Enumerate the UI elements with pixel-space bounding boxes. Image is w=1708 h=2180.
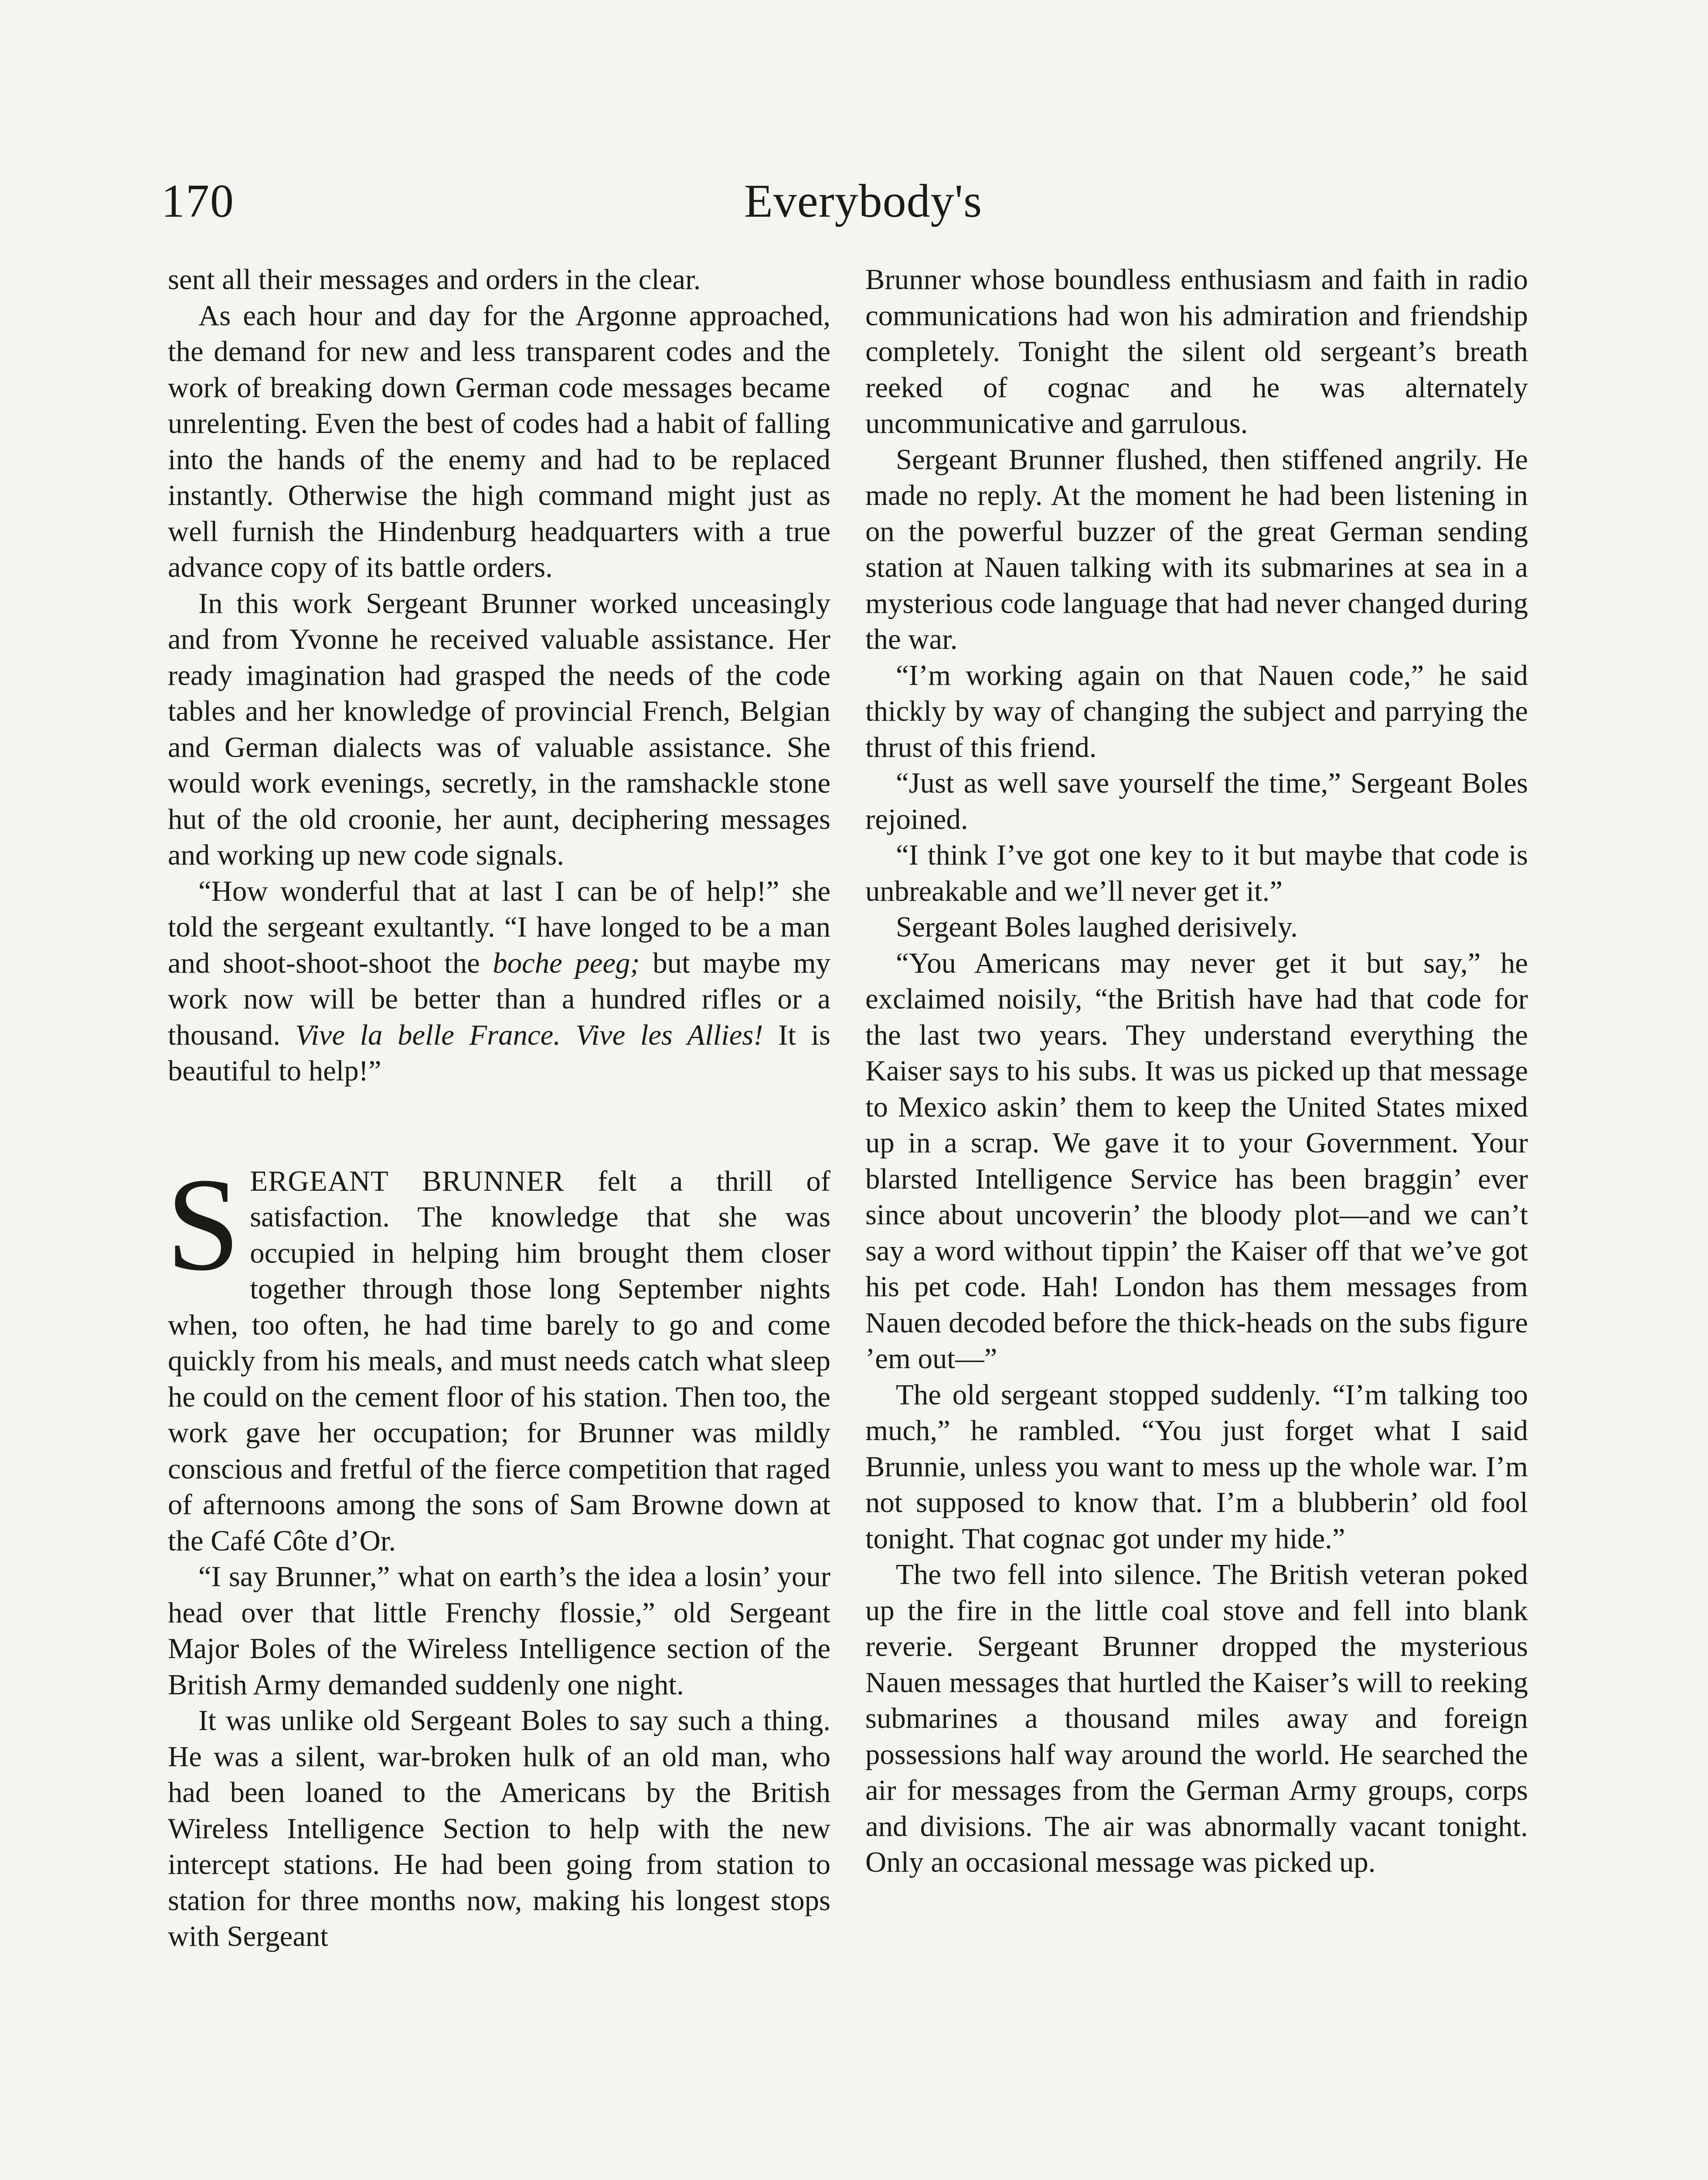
drop-cap: S bbox=[166, 1150, 241, 1298]
paragraph: Sergeant Brunner flushed, then stiffened angrily. He made no reply. At the moment he had been listening in on the powerful buzzer of the great German sending station at Nauen talking with its submarines at sea in a mysterious code language that had never changed during the war. bbox=[865, 443, 1528, 655]
magazine-title: Everybody's bbox=[744, 175, 983, 227]
text-run: “How wonderful that at last I can be of help!” she told the sergeant exultantly. “I have longed to be a man and shoot-shoot-shoot the bbox=[168, 875, 830, 979]
lead-in-caps: ERGEANT BRUNNER bbox=[250, 1165, 565, 1197]
paragraph: The two fell into silence. The British veteran poked up the fire in the little coal stove and fell into blank reverie. Sergeant Brunner dropped the mysterious Nauen messages that hurtled the Kaiser’s will to reeking submarines a thousand miles away and foreign possessions half way around the world. He searched the air for messages from the German Army groups, corps and divisions. The air was abnormally vacant tonight. Only an occasional message was picked up. bbox=[865, 1558, 1528, 1878]
paragraph: The old sergeant stopped suddenly. “I’m talking too much,” he rambled. “You just forget what I said Brunnie, unless you want to mess up the whole war. I’m not supposed to know that. I’m a blubberin’ old fool tonight. That cognac got under my hide.” bbox=[865, 1378, 1528, 1555]
paragraph: “You Americans may never get it but say,” he exclaimed noisily, “the British have had that code for the last two years. They understand everything the Kaiser says to his subs. It was us picked up that message to Mexico askin’ them to keep the United States mixed up in a scrap. We gave it to your Government. Your blarsted Intelligence Service has been braggin’ ever since about uncoverin’ the bloody plot—and we can’t say a word without tippin’ the Kaiser off that we’ve got his pet code. Hah! London has them messages from Nauen decoded before the thick-heads on the subs figure ’em out—” bbox=[865, 947, 1528, 1375]
right-column bbox=[865, 262, 1528, 1880]
page-number: 170 bbox=[161, 175, 235, 227]
italic-text: Vive la belle France. Vive les Allies! bbox=[295, 1018, 763, 1051]
paragraph: sent all their messages and orders in the clear. bbox=[168, 263, 701, 296]
text-run: It is beautiful to help!” bbox=[168, 1018, 830, 1087]
left-column bbox=[168, 262, 830, 1955]
paragraph: Sergeant Boles laughed derisively. bbox=[896, 911, 1298, 943]
text-run: felt a thrill of satisfaction. The knowledge that she was occupied in helping him brought them closer together through those long September nights when, too often, he had time barely to go and come quickly from his meals, and must needs catch what sleep he could on the cement floor of his station. Then too, the work gave her occupation; for Brunner was mildly conscious and fretful of the fierce competition that raged of afternoons among the sons of Sam Browne down at the Café Côte d’Or. bbox=[168, 1165, 830, 1557]
text-run: but maybe my work now will be better than a hundred rifles or a thousand. bbox=[168, 947, 830, 1051]
paragraph: “I say Brunner,” what on earth’s the idea a losin’ your head over that little Frenchy flossie,” old Sergeant Major Boles of the Wireless Intelligence section of the British Army demanded suddenly one night. bbox=[168, 1560, 830, 1701]
section-opening-paragraph bbox=[166, 1150, 830, 1559]
page-header bbox=[161, 174, 1565, 235]
paragraph: It was unlike old Sergeant Boles to say such a thing. He was a silent, war-broken hulk of an old man, who had been loaned to the Americans by the British Wireless Intelligence Section to help with the new intercept stations. He had been going from station to station for three months now, making his longest stops with Sergeant bbox=[168, 1704, 830, 1952]
paragraph: “I’m working again on that Nauen code,” he said thickly by way of changing the subject and parrying the thrust of this friend. bbox=[865, 659, 1528, 763]
paragraph: As each hour and day for the Argonne approached, the demand for new and less transparent codes and the work of breaking down German code messages became unrelenting. Even the best of codes had a habit of falling into the hands of the enemy and had to be replaced instantly. Otherwise the high command might just as well furnish the Hindenburg headquarters with a true advance copy of its battle orders. bbox=[168, 299, 830, 583]
paragraph: “I think I’ve got one key to it but maybe that code is unbreakable and we’ll never get it.” bbox=[865, 839, 1528, 907]
paragraph: Brunner whose boundless enthusiasm and faith in radio communications had won his admiration and friendship completely. Tonight the silent old sergeant’s breath reeked of cognac and he was alternately uncommunicative and garrulous. bbox=[865, 263, 1528, 439]
paragraph bbox=[168, 873, 830, 1089]
paragraph: In this work Sergeant Brunner worked unceasingly and from Yvonne he received valuable assistance. Her ready imagination had grasped the needs of the code tables and her knowledge of provincial French, Belgian and German dialects was of valuable assistance. She would work evenings, secretly, in the ramshackle stone hut of the old croonie, her aunt, deciphering messages and working up new code signals. bbox=[168, 587, 830, 871]
italic-text: boche peeg; bbox=[493, 947, 640, 979]
paragraph: “Just as well save yourself the time,” Sergeant Boles rejoined. bbox=[865, 767, 1528, 835]
